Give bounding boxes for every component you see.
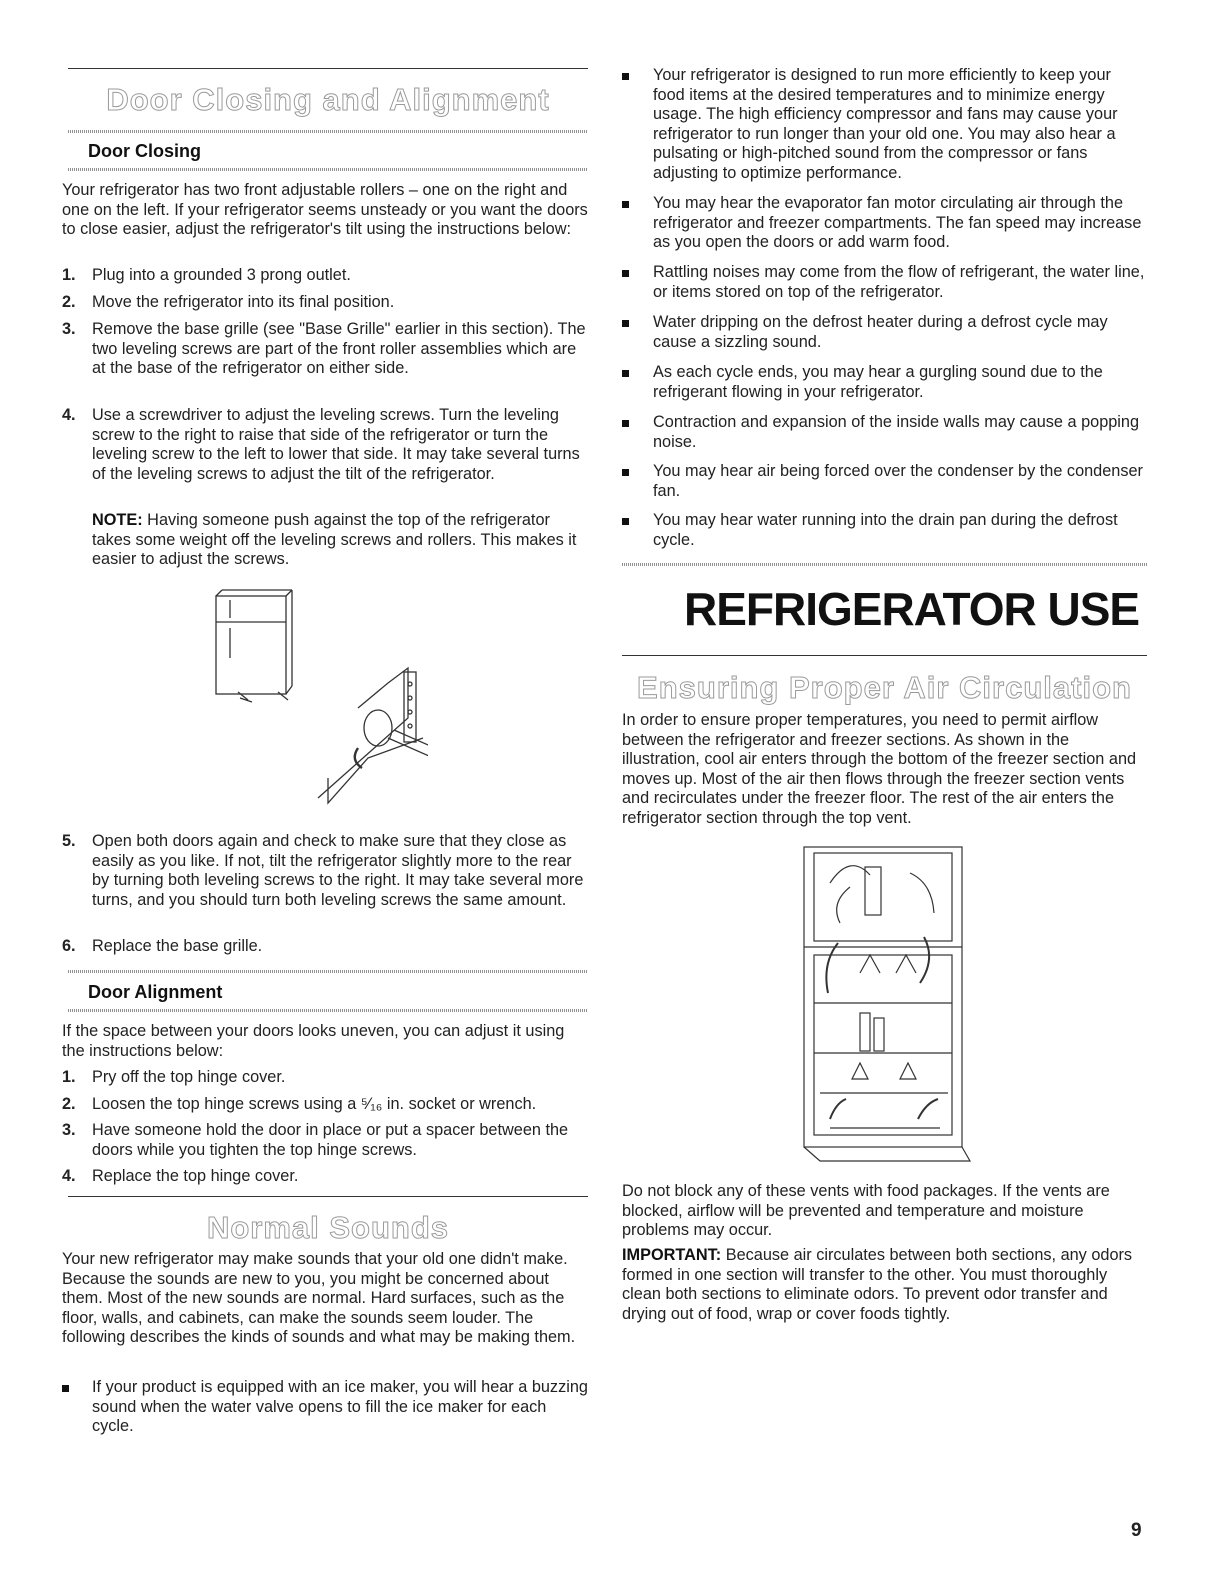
section-heading-sounds: Normal Sounds [206,1210,450,1245]
list-item [62,937,590,957]
bullet-text: You may hear air being forced over the condenser by the condenser fan. [653,462,1143,500]
step-number: 4. [62,1167,76,1185]
bullet-icon [62,1385,69,1392]
air-block-text: Do not block any of these vents with food packages. If the vents are blocked, airflow will be prevented and temperature and moisture problems may occur. [622,1182,1110,1240]
dotted-rule [68,168,588,171]
list-item [62,1121,590,1160]
list-item [62,293,590,313]
dotted-rule [68,970,588,973]
step-text: Loosen the top hinge screws using a ⁵⁄₁₆ in. socket or wrench. [92,1095,537,1113]
list-item [622,66,1147,184]
bullet-text: Contraction and expansion of the inside walls may cause a popping noise. [653,413,1140,451]
bullet-icon [622,370,629,377]
door-closing-intro: Your refrigerator has two front adjustable rollers – one on the right and one on the left. If your refrigerator seems unsteady or you want the doors to close easier, adjust the refrigerator's tilt using the instructions below: [62,181,588,239]
section-rule [68,68,588,69]
bullet-icon [622,469,629,476]
dotted-rule [68,1009,588,1012]
bullet-icon [622,320,629,327]
step-number: 2. [62,293,76,311]
page-number: 9 [1131,1520,1142,1541]
section-heading-door: Door Closing and Alignment [106,82,550,117]
dotted-rule [622,563,1147,566]
list-item [622,511,1147,550]
bullet-text: As each cycle ends, you may hear a gurgling sound due to the refrigerant flowing in your refrigerator. [653,363,1103,401]
step-number: 4. [62,406,76,424]
step-text: Use a screwdriver to adjust the leveling screws. Turn the leveling screw to the right to raise that side of the refrigerator or turn the leveling screw to the left to lower that side. It may take several turns of the leveling screws to adjust the tilt of the refrigerator. [92,406,580,483]
section-rule [68,1196,588,1197]
bullet-text: You may hear the evaporator fan motor circulating air through the refrigerator and freezer compartments. The fan speed may increase as you open the doors or add warm food. [653,194,1142,252]
bullet-text: If your product is equipped with an ice maker, you will hear a buzzing sound when the water valve opens to fill the ice maker for each cycle. [92,1378,588,1436]
bullet-icon [622,270,629,277]
step-text: Have someone hold the door in place or put a spacer between the doors while you tighten the top hinge screws. [92,1121,569,1159]
list-item [62,1378,590,1437]
list-item [62,1167,590,1187]
bullet-icon [622,420,629,427]
note [92,511,590,570]
bullet-text: Rattling noises may come from the flow of refrigerant, the water line, or items stored on top of the refrigerator. [653,263,1145,301]
list-item [62,320,590,379]
section-heading-air: Ensuring Proper Air Circulation [637,670,1132,705]
step-text: Replace the top hinge cover. [92,1167,299,1185]
step-number: 5. [62,832,76,850]
list-item [62,1068,590,1088]
door-alignment-intro: If the space between your doors looks uneven, you can adjust it using the instructions below: [62,1022,565,1060]
bullet-icon [622,73,629,80]
step-number: 6. [62,937,76,955]
step-number: 1. [62,1068,76,1086]
important-label: IMPORTANT: [622,1246,722,1264]
important-note [622,1246,1149,1324]
section-rule [622,655,1147,656]
list-item [622,413,1147,452]
list-item [62,266,590,286]
step-text: Move the refrigerator into its final position. [92,293,395,311]
step-text: Remove the base grille (see "Base Grille" earlier in this section). The two leveling screws are part of the front roller assemblies which are at the base of the refrigerator on either side. [92,320,586,378]
air-circulation-illustration [800,843,975,1168]
step-number: 1. [62,266,76,284]
step-text: Replace the base grille. [92,937,263,955]
step-number: 2. [62,1095,76,1113]
subheading-door-closing: Door Closing [88,141,201,161]
list-item [62,832,590,910]
step-text: Plug into a grounded 3 prong outlet. [92,266,351,284]
bullet-text: Your refrigerator is designed to run more efficiently to keep your food items at the desired temperatures and to minimize energy usage. The high efficiency compressor and fans may cause your refrigerator to run longer than your old one. You may also hear a pulsating or high-pitched sound from the compressor or fans adjusting to optimize performance. [653,66,1118,182]
list-item [622,194,1147,253]
dotted-rule [68,130,588,133]
subheading-door-alignment: Door Alignment [88,982,223,1002]
list-item [622,363,1147,402]
air-intro: In order to ensure proper temperatures, you need to permit airflow between the refrigerator and freezer sections. As shown in the illustration, cool air enters through the bottom of the freezer section and moves up. Most of the air then flows through the freezer section vents and recirculates under the freezer floor. The rest of the air enters the refrigerator section through the top vent. [622,711,1137,827]
list-item [622,263,1147,302]
section-title: REFRIGERATOR USE [684,583,1140,635]
bullet-text: You may hear water running into the drain pan during the defrost cycle. [653,511,1118,549]
bullet-icon [622,518,629,525]
step-text: Pry off the top hinge cover. [92,1068,286,1086]
step-number: 3. [62,1121,76,1139]
list-item [62,1095,590,1115]
list-item [62,406,590,484]
list-item [622,462,1147,501]
leveling-screw-illustration [208,588,428,818]
step-text: Open both doors again and check to make sure that they close as easily as you like. If not, tilt the refrigerator slightly more to the rear by turning both leveling screws to the right. It may take several more turns, and you should turn both leveling screws the same amount. [92,832,584,909]
sounds-intro: Your new refrigerator may make sounds that your old one didn't make. Because the sounds are new to you, you might be concerned about them. Most of the new sounds are normal. Hard surfaces, such as the floor, walls, and cabinets, can make the sounds seem louder. The following describes the kinds of sounds and what may be making them. [62,1250,576,1347]
bullet-icon [622,201,629,208]
step-number: 3. [62,320,76,338]
note-text: Having someone push against the top of the refrigerator takes some weight off the leveling screws and rollers. This makes it easier to adjust the screws. [92,511,577,569]
list-item [622,313,1147,352]
important-text: Because air circulates between both sections, any odors formed in one section will transfer to the other. You must thoroughly clean both sections to eliminate odors. To prevent odor transfer and drying out of food, wrap or cover foods tightly. [622,1246,1133,1323]
bullet-text: Water dripping on the defrost heater during a defrost cycle may cause a sizzling sound. [653,313,1108,351]
note-label: NOTE: [92,511,143,529]
